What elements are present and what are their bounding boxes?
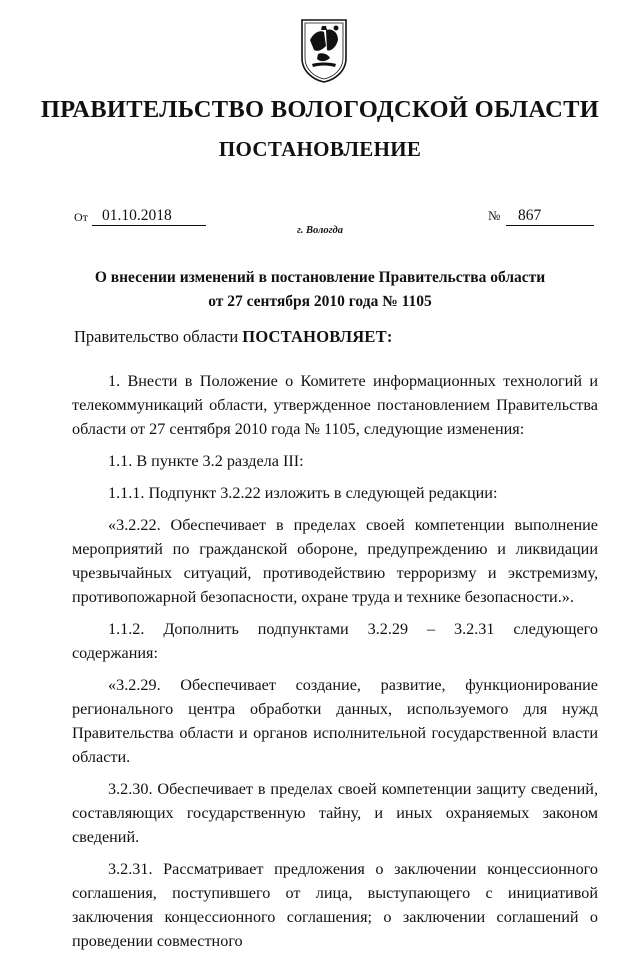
decree-line <box>74 327 393 347</box>
government-title: ПРАВИТЕЛЬСТВО ВОЛОГОДСКОЙ ОБЛАСТИ <box>40 96 600 123</box>
city-name: г. Вологда <box>297 225 343 236</box>
paragraph-3-2-22: «3.2.22. Обеспечивает в пределах своей компетенции выполнение мероприятий по гражданской обороне, предупреждению и ликвидации чрезвычайных ситуаций, противодействию терроризму и экстремизму, противопожарной безопасности, охране труда и технике безопасности.». <box>72 516 598 606</box>
coat-of-arms-icon <box>300 18 348 84</box>
subject-line-2: от 27 сентября 2010 года № 1105 <box>208 293 432 310</box>
number-label: № <box>488 208 501 223</box>
date-label: От <box>74 210 88 224</box>
decree-keyword: ПОСТАНОВЛЯЕТ: <box>242 327 393 346</box>
document-type: ПОСТАНОВЛЕНИЕ <box>218 137 422 161</box>
paragraph-1-1: 1.1. В пункте 3.2 раздела III: <box>108 452 304 470</box>
paragraph-1-1-2: 1.1.2. Дополнить подпунктами 3.2.29 – 3.2.31 следующего содержания: <box>72 620 598 662</box>
paragraph-3-2-29: «3.2.29. Обеспечивает создание, развитие, функционирование регионального центра обработки данных, используемого для нужд Правительства области и органов исполнительной государственной власти области. <box>72 676 598 766</box>
document-date: 01.10.2018 <box>92 206 206 226</box>
document-body <box>72 369 598 961</box>
decree-prefix: Правительство области <box>74 327 243 346</box>
paragraph-3-2-31: 3.2.31. Рассматривает предложения о заключении концессионного соглашения, поступившего от лица, выступающего с инициативой заключения концессионного соглашения; о заключении соглашений о проведении совместного <box>72 860 598 950</box>
document-subject <box>0 266 640 314</box>
paragraph-1: 1. Внести в Положение о Комитете информационных технологий и телекоммуникаций области, утвержденное постановлением Правительства области от 27 сентября 2010 года № 1105, следующие изменения: <box>72 372 598 438</box>
subject-line-1: О внесении изменений в постановление Правительства области <box>94 269 546 286</box>
paragraph-3-2-30: 3.2.30. Обеспечивает в пределах своей компетенции защиту сведений, составляющих государственную тайну, и иных охраняемых законом сведений. <box>72 780 598 846</box>
document-number: 867 <box>506 206 594 226</box>
paragraph-1-1-1: 1.1.1. Подпункт 3.2.22 изложить в следующей редакции: <box>108 484 498 502</box>
